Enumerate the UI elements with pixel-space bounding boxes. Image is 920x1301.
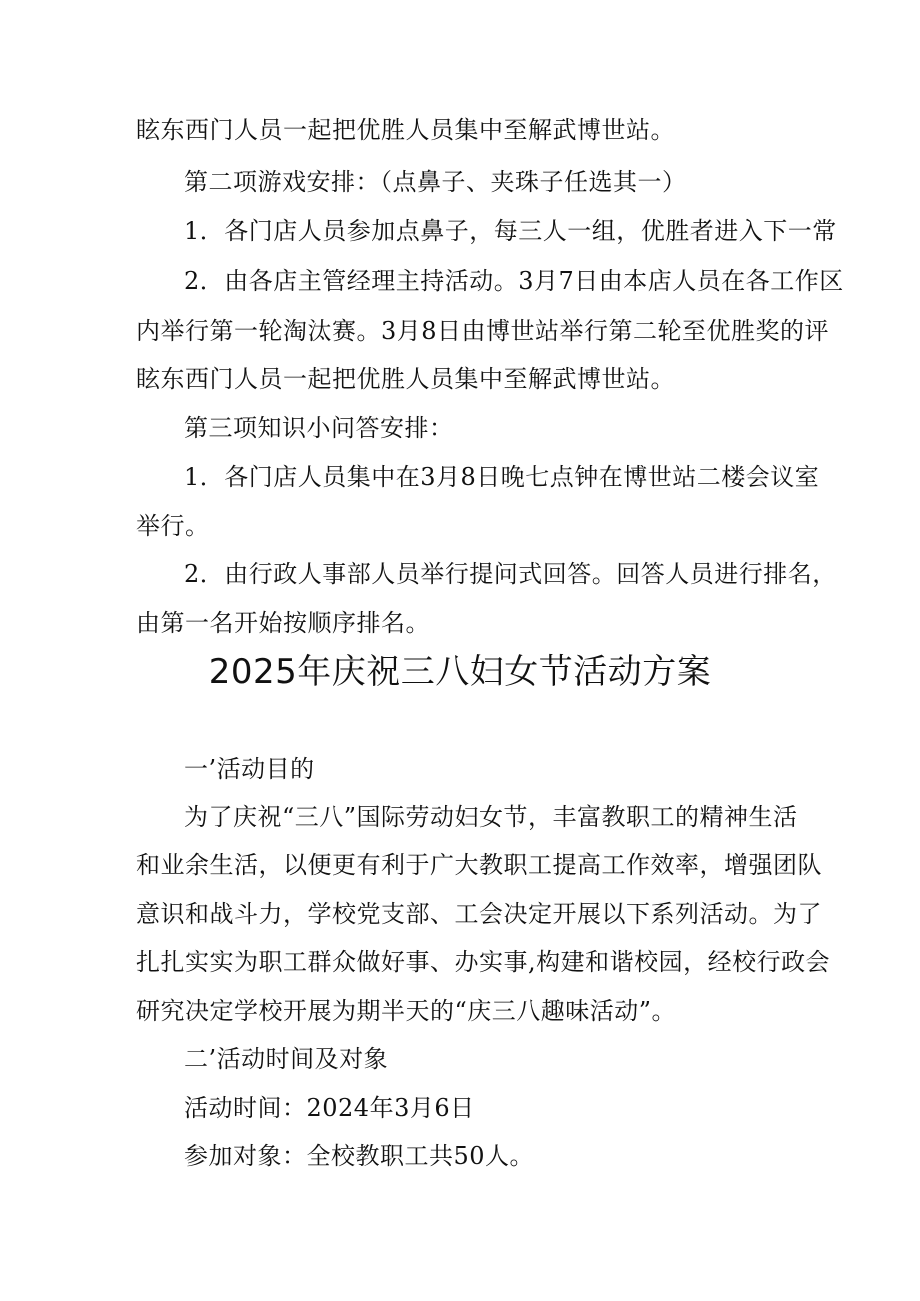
section-heading: 二’活动时间及对象 <box>184 1045 389 1073</box>
paragraph-line: 研究决定学校开展为期半天的“庆三八趣味活动”。 <box>136 997 677 1025</box>
list-item: 2．由各店主管经理主持活动。3月7日由本店人员在各工作区 <box>184 267 844 295</box>
paragraph-line: 参加对象：全校教职工共50人。 <box>184 1142 535 1170</box>
section-heading: 第三项知识小问答安排： <box>184 414 454 442</box>
paragraph-line: 和业余生活，以便更有利于广大教职工提高工作效率，增强团队 <box>136 851 822 879</box>
list-item: 2．由行政人事部人员举行提问式回答。回答人员进行排名， <box>184 560 837 588</box>
list-item: 1．各门店人员集中在3月8日晚七点钟在博世站二楼会议室 <box>184 463 820 491</box>
paragraph-line: 举行。 <box>136 512 210 540</box>
paragraph-line: 眩东西门人员一起把优胜人员集中至解武博世站。 <box>136 116 675 144</box>
document-title: 2025年庆祝三八妇女节活动方案 <box>208 652 712 692</box>
paragraph-line: 意识和战斗力，学校党支部、工会决定开展以下系列活动。为了 <box>136 900 822 928</box>
paragraph-line: 眩东西门人员一起把优胜人员集中至解武博世站。 <box>136 365 675 393</box>
paragraph-line: 活动时间：2024年3月6日 <box>184 1094 475 1122</box>
paragraph-line: 为了庆祝“三八”国际劳动妇女节，丰富教职工的精神生活 <box>184 803 798 831</box>
list-item: 1．各门店人员参加点鼻子，每三人一组，优胜者进入下一常 <box>184 217 837 245</box>
paragraph-line: 由第一名开始按顺序排名。 <box>136 609 430 637</box>
section-heading: 一’活动目的 <box>184 755 315 783</box>
paragraph-line: 内举行第一轮淘汰赛。3月8日由博世站举行第二轮至优胜奖的评 <box>136 317 830 345</box>
section-heading: 第二项游戏安排：（点鼻子、夹珠子任选其一） <box>184 168 687 196</box>
paragraph-line: 扎扎实实为职工群众做好事、办实事,构建和谐校园，经校行政会 <box>136 948 831 976</box>
